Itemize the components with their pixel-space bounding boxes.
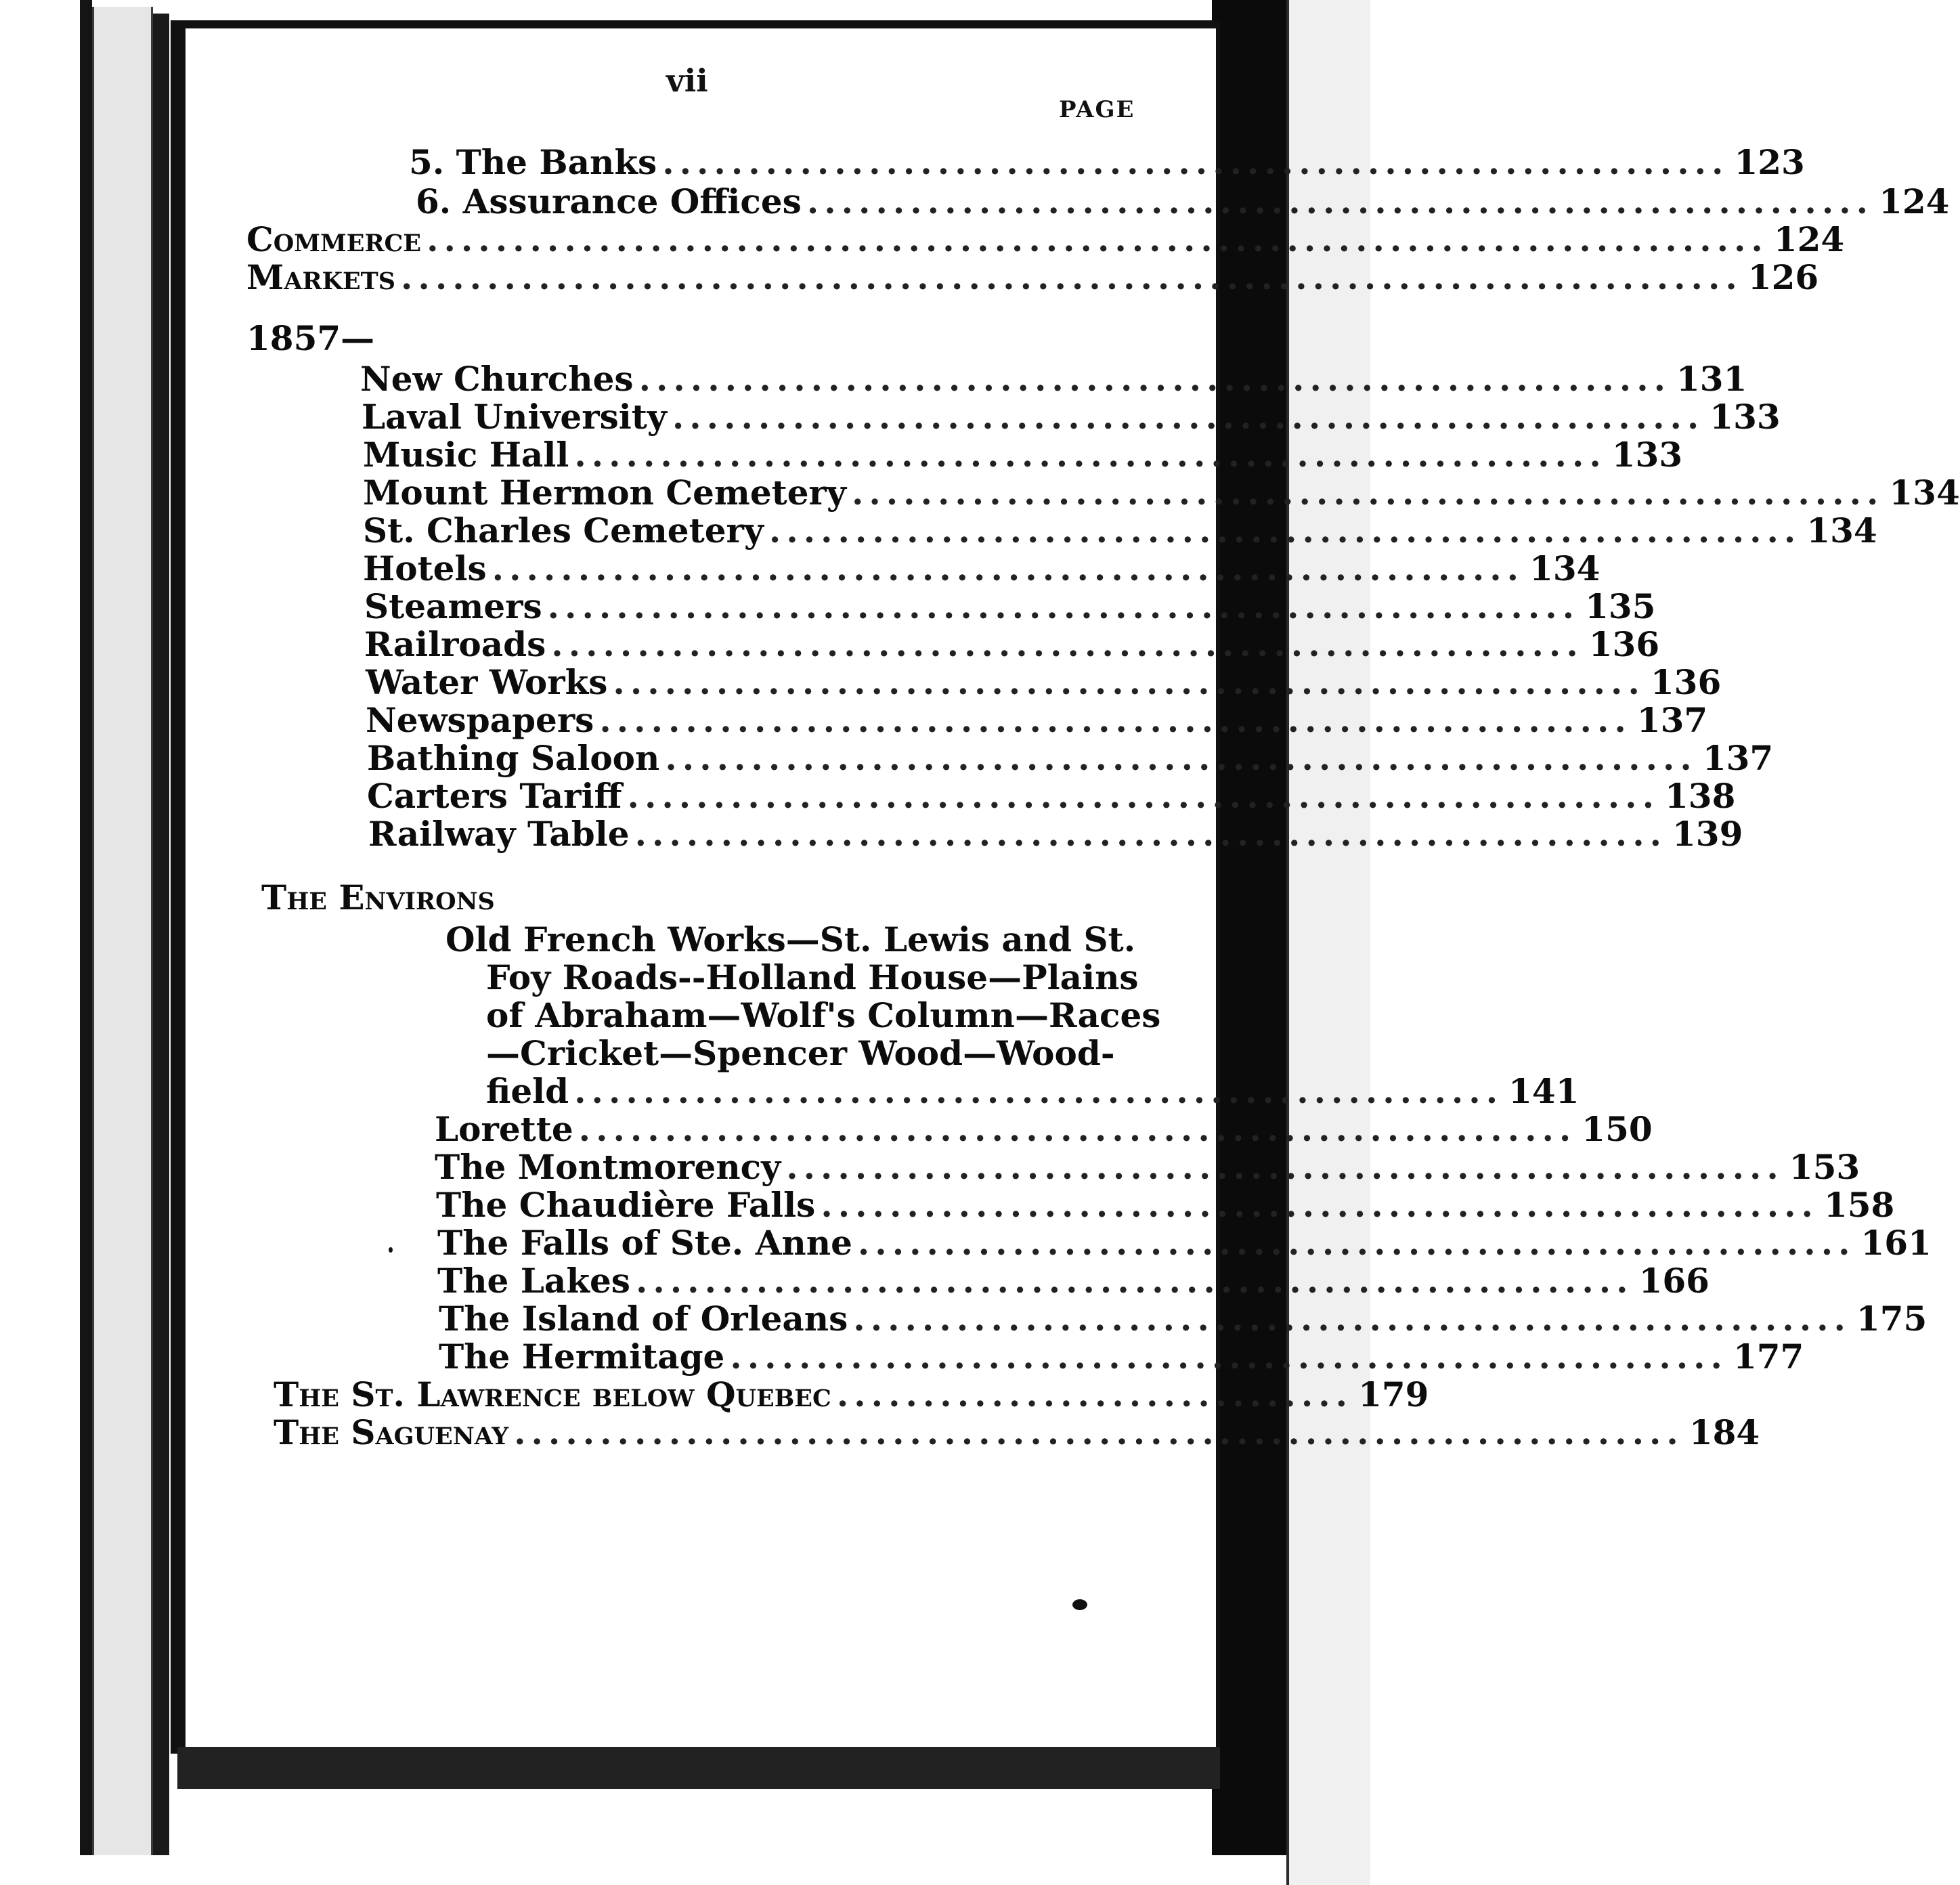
toc-entry — [409, 142, 1805, 182]
toc-entry-label: The Falls of Ste. Anne — [437, 1223, 852, 1263]
toc-entry-label: Water Works — [366, 662, 608, 702]
toc-entry-label: Bathing Saloon — [367, 738, 660, 778]
toc-entry-page: 133 — [1611, 435, 1683, 475]
toc-entry-label: Music Hall — [363, 435, 569, 475]
table-of-contents — [186, 28, 1960, 1750]
toc-entry-label: Hotels — [363, 548, 487, 588]
toc-entry — [437, 1223, 1932, 1263]
toc-entry-page: 158 — [1823, 1185, 1895, 1225]
dot-leader: ............................................................ — [634, 814, 1668, 854]
toc-entry-label: The Island of Orleans — [439, 1299, 848, 1339]
toc-entry-label: The Chaudière Falls — [436, 1185, 816, 1225]
toc-entry — [274, 1412, 1760, 1452]
dot-leader: ............................................................ — [613, 662, 1645, 702]
page-number: vii — [666, 62, 708, 99]
dot-leader: ............................................................ — [768, 511, 1802, 550]
toc-entry-page: 138 — [1664, 776, 1736, 816]
toc-entry-page: 124 — [1773, 219, 1845, 259]
scan-left-margin — [0, 0, 80, 1885]
dot-leader: .......................................................... — [853, 1299, 1851, 1339]
toc-entry — [363, 548, 1600, 588]
toc-entry-page: 131 — [1676, 359, 1747, 399]
toc-entry — [246, 257, 1819, 297]
dot-leader: ............................................................ — [851, 473, 1884, 513]
toc-entry-label: Markets — [246, 257, 396, 297]
dot-leader: .......................................................... — [821, 1185, 1819, 1225]
toc-entry — [486, 1071, 1580, 1111]
toc-entry-label: Newspapers — [366, 700, 594, 740]
paragraph-line: Old French Works—St. Lewis and St. — [445, 919, 1136, 959]
toc-entry — [367, 776, 1736, 816]
toc-entry — [439, 1299, 1928, 1339]
toc-entry — [367, 738, 1774, 778]
toc-entry-page: 137 — [1636, 700, 1708, 740]
dot-leader: ............................................................ — [665, 738, 1697, 778]
ink-speck — [1072, 1599, 1087, 1610]
dot-leader: ............................................................ — [551, 624, 1584, 664]
dot-leader: ............................................................ — [599, 700, 1632, 740]
dot-leader: .............................. — [836, 1374, 1353, 1414]
toc-entry — [416, 181, 1950, 221]
toc-entry-label: The Hermitage — [439, 1337, 725, 1377]
toc-entry-page: 139 — [1672, 814, 1743, 854]
dot-leader: .............................................................................. — [427, 219, 1768, 259]
dot-leader: .......................................................... — [578, 1109, 1577, 1149]
dot-leader: ............................................................ — [627, 776, 1659, 816]
toc-entry-page: 136 — [1588, 624, 1660, 664]
scan-bottom-band — [177, 1747, 1220, 1789]
toc-entry — [439, 1337, 1804, 1377]
toc-entry — [436, 1185, 1895, 1225]
toc-entry — [274, 1374, 1429, 1414]
dot-leader: .......................................................... — [730, 1337, 1728, 1377]
dot-leader: .................................................................... — [514, 1412, 1684, 1452]
paragraph-line: —Cricket—Spencer Wood—Wood- — [486, 1033, 1115, 1073]
dot-leader: ............................................................ — [547, 586, 1580, 626]
toc-entry — [437, 1261, 1709, 1301]
toc-entry-label: Laval University — [362, 397, 667, 437]
toc-entry-page: 124 — [1879, 181, 1950, 221]
toc-entry-label: field — [486, 1071, 569, 1111]
toc-entry-label: The Lakes — [437, 1261, 630, 1301]
toc-entry-page: 179 — [1358, 1374, 1429, 1414]
toc-entry-page: 134 — [1529, 548, 1600, 588]
toc-entry-label: Mount Hermon Cemetery — [363, 473, 846, 513]
toc-entry-page: 135 — [1585, 586, 1656, 626]
toc-entry — [246, 219, 1845, 259]
toc-entry-page: 123 — [1734, 142, 1805, 182]
toc-entry — [363, 473, 1960, 513]
dot-leader: ............................................................ — [672, 397, 1705, 437]
dot-leader: ...................................................... — [574, 1071, 1504, 1111]
toc-entry-label: St. Charles Cemetery — [363, 511, 764, 550]
toc-entry-page: 137 — [1702, 738, 1774, 778]
dot-leader: ............................................................ — [492, 548, 1525, 588]
ink-speck — [389, 1247, 393, 1253]
toc-entry-label: Railroads — [364, 624, 546, 664]
toc-entry-page: 133 — [1709, 397, 1781, 437]
toc-entry-label: Steamers — [364, 586, 542, 626]
dot-leader: .............................................................. — [662, 142, 1729, 182]
toc-entry-page: 177 — [1733, 1337, 1804, 1377]
toc-entry-page: 136 — [1650, 662, 1722, 702]
toc-entry — [363, 511, 1877, 550]
toc-entry — [360, 359, 1747, 399]
section-heading-environs: The Environs — [261, 878, 495, 917]
toc-entry-label: Lorette — [435, 1109, 573, 1149]
toc-entry — [368, 814, 1743, 854]
toc-entry-label: New Churches — [360, 359, 634, 399]
scan-binding-shadow-inner — [153, 14, 169, 1855]
dot-leader: .............................................................................. — [401, 257, 1743, 297]
toc-entry — [362, 397, 1781, 437]
toc-entry-label: The Saguenay — [274, 1412, 509, 1452]
dot-leader: ............................................................ — [574, 435, 1607, 475]
paragraph-line: Foy Roads--Holland House—Plains — [486, 957, 1139, 997]
toc-entry-label: The Montmorency — [435, 1147, 781, 1187]
toc-entry-page: 134 — [1889, 473, 1960, 513]
dot-leader: ............................................................ — [638, 359, 1672, 399]
toc-entry-label: 6. Assurance Offices — [416, 181, 802, 221]
toc-entry-page: 153 — [1789, 1147, 1860, 1187]
toc-entry-page: 134 — [1806, 511, 1877, 550]
toc-entry — [364, 586, 1656, 626]
toc-entry — [366, 662, 1722, 702]
toc-entry-page: 161 — [1860, 1223, 1932, 1263]
dot-leader: .......................................................... — [857, 1223, 1856, 1263]
scan-page-edges — [92, 7, 153, 1855]
scan-bottom-margin — [80, 1855, 1286, 1885]
toc-entry-label: Carters Tariff — [367, 776, 622, 816]
toc-entry — [366, 700, 1708, 740]
toc-entry-page: 184 — [1689, 1412, 1760, 1452]
toc-entry-page: 166 — [1638, 1261, 1709, 1301]
paragraph-line: of Abraham—Wolf's Column—Races — [486, 995, 1161, 1035]
toc-entry — [364, 624, 1660, 664]
dot-leader: .............................................................. — [806, 181, 1874, 221]
toc-entry-page: 126 — [1747, 257, 1819, 297]
section-heading-1857: 1857— — [246, 318, 375, 358]
page-column-header: PAGE — [1059, 96, 1135, 123]
scan-binding-shadow — [80, 0, 92, 1855]
toc-entry-page: 150 — [1582, 1109, 1653, 1149]
toc-entry-page: 141 — [1508, 1071, 1580, 1111]
toc-entry-label: 5. The Banks — [409, 142, 657, 182]
toc-entry — [435, 1147, 1860, 1187]
book-page — [171, 20, 1960, 1754]
toc-entry-page: 175 — [1856, 1299, 1928, 1339]
toc-entry-label: Railway Table — [368, 814, 630, 854]
dot-leader: .......................................................... — [635, 1261, 1634, 1301]
dot-leader: .......................................................... — [786, 1147, 1784, 1187]
toc-entry-label: The St. Lawrence below Quebec — [274, 1374, 831, 1414]
toc-entry — [435, 1109, 1653, 1149]
toc-entry — [363, 435, 1683, 475]
toc-entry-label: Commerce — [246, 219, 422, 259]
